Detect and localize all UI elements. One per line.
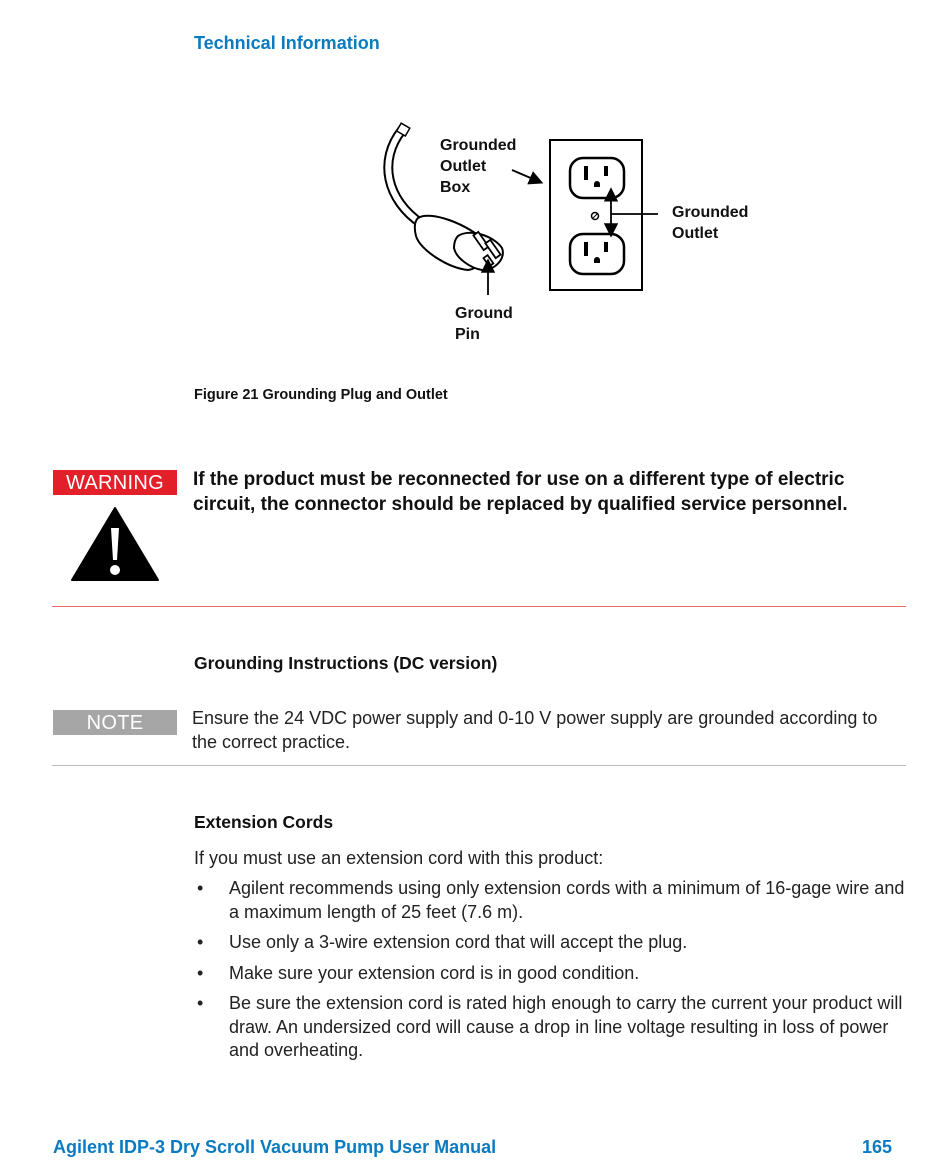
warning-badge: WARNING: [53, 470, 177, 495]
label-line: Pin: [455, 326, 480, 343]
label-outlet-box: [440, 135, 516, 198]
warning-triangle-icon: [70, 506, 160, 582]
note-badge: NOTE: [53, 710, 177, 735]
note-text: Ensure the 24 VDC power supply and 0-10 V power supply are grounded according to the correct practice.: [192, 708, 878, 752]
label-line: Grounded: [672, 204, 749, 221]
label-line: Outlet: [672, 225, 719, 242]
list-item: • Use only a 3-wire extension cord that will accept the plug.: [194, 931, 906, 955]
label-line: Outlet: [440, 158, 487, 175]
list-item: • Be sure the extension cord is rated high enough to carry the current your product will draw. An undersized cord will cause a drop in line voltage resulting in loss of power and overheating.: [194, 992, 906, 1063]
outlet-box-icon: [550, 140, 642, 290]
label-grounded-outlet: [672, 202, 748, 244]
warning-text: If the product must be reconnected for use on a different type of electric circuit, the connector should be replaced by qualified service personnel.: [193, 469, 848, 515]
grounding-dc-heading: Grounding Instructions (DC version): [194, 653, 498, 673]
label-line: Grounded: [440, 137, 517, 154]
label-line: Box: [440, 179, 471, 196]
extension-cords-list: [194, 877, 906, 1070]
grounding-figure: [378, 120, 778, 350]
label-ground-pin: [455, 303, 513, 345]
footer-manual-title: Agilent IDP-3 Dry Scroll Vacuum Pump User Manual: [53, 1137, 497, 1157]
list-item: • Agilent recommends using only extension cords with a minimum of 16-gage wire and a maximum length of 25 feet (7.6 m).: [194, 877, 906, 924]
footer-page-number: 165: [862, 1137, 893, 1157]
section-header: Technical Information: [194, 33, 380, 53]
extension-cords-heading: Extension Cords: [194, 812, 334, 832]
figure-caption: Figure 21 Grounding Plug and Outlet: [194, 387, 448, 403]
list-item: • Make sure your extension cord is in good condition.: [194, 962, 906, 986]
extension-cords-intro: If you must use an extension cord with this product:: [194, 848, 604, 868]
label-line: Ground: [455, 305, 513, 322]
warning-divider: [52, 606, 906, 607]
note-divider: [52, 765, 906, 766]
